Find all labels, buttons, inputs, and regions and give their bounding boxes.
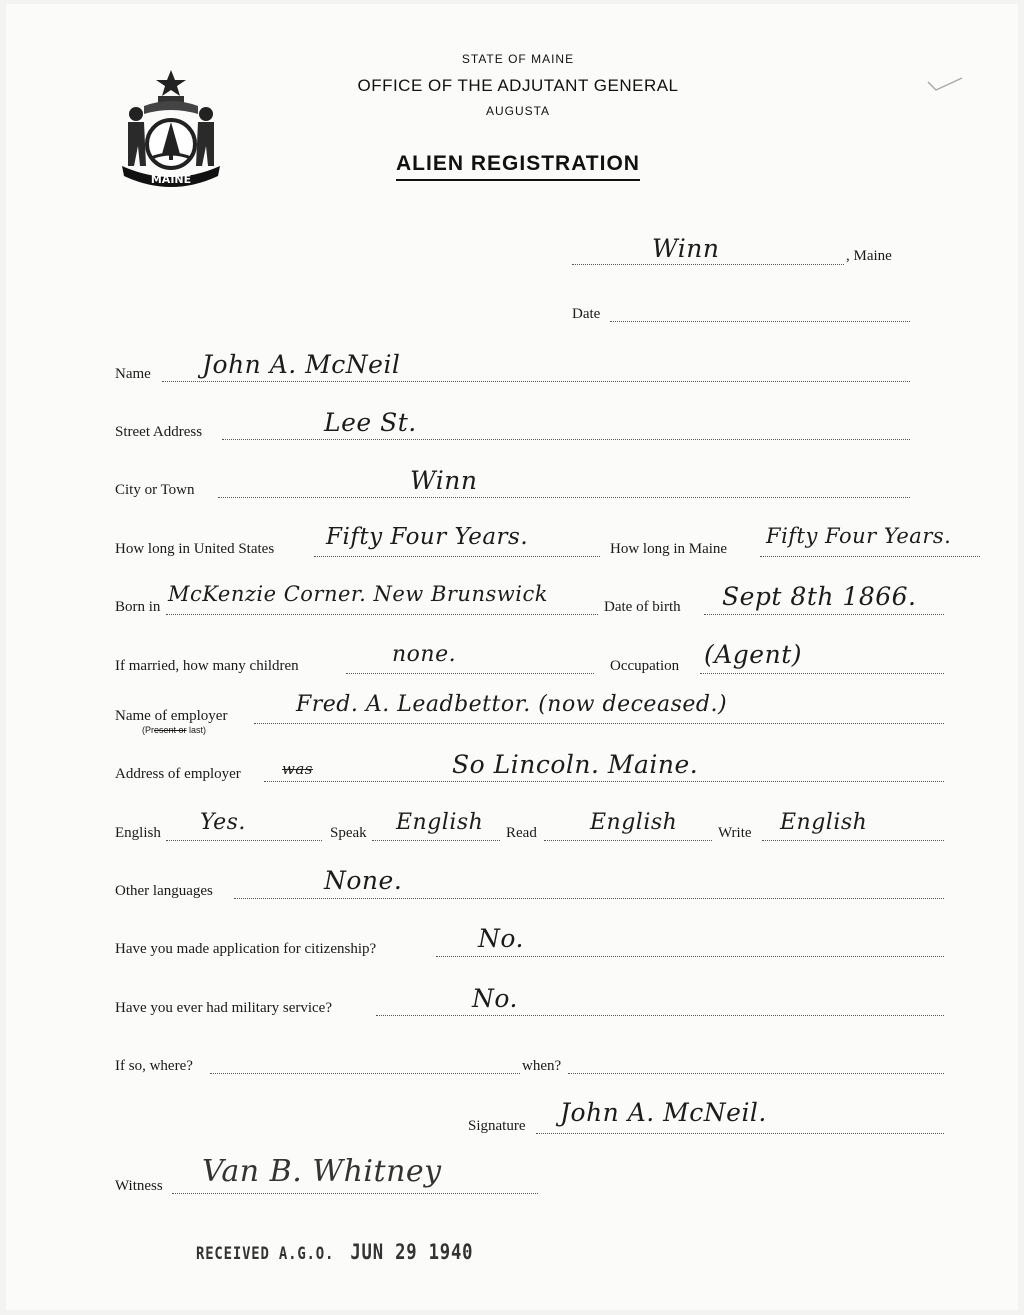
signature-label: Signature <box>468 1118 526 1134</box>
born-in-value: McKenzie Corner. New Brunswick <box>168 582 548 606</box>
children-line <box>346 673 594 674</box>
born-in-line <box>166 614 598 615</box>
registration-form <box>6 4 1018 1310</box>
office-heading: OFFICE OF THE ADJUTANT GENERAL <box>357 76 679 95</box>
other-languages-label: Other languages <box>115 883 213 899</box>
city-heading: AUGUSTA <box>485 104 551 118</box>
military-value: No. <box>472 984 518 1013</box>
birth-date-label: Date of birth <box>604 599 681 615</box>
state-seal-icon <box>114 66 228 196</box>
write-label: Write <box>718 825 752 841</box>
occupation-line <box>700 673 944 674</box>
city-line <box>218 497 910 498</box>
state-heading: STATE OF MAINE <box>461 52 575 66</box>
speak-line <box>372 840 500 841</box>
name-label: Name <box>115 366 151 382</box>
employer-value: Fred. A. Leadbettor. (now deceased.) <box>296 692 728 717</box>
employer-sublabel: (Present or last) <box>142 725 207 735</box>
witness-line <box>172 1193 538 1194</box>
street-label: Street Address <box>115 424 203 440</box>
how-long-maine-value: Fifty Four Years. <box>766 524 952 548</box>
english-value: Yes. <box>200 810 246 835</box>
town-line <box>572 264 844 265</box>
street-line <box>222 439 910 440</box>
form-title: ALIEN REGISTRATION <box>306 152 730 176</box>
date-line <box>610 321 910 322</box>
read-label: Read <box>506 825 537 841</box>
write-value: English <box>780 810 868 835</box>
how-long-maine-line <box>760 556 980 557</box>
city-value: Winn <box>410 466 478 495</box>
occupation-value: (Agent) <box>704 640 803 669</box>
seal-label: MAINE <box>150 173 192 186</box>
how-long-us-label: How long in United States <box>115 541 275 557</box>
children-value: none. <box>392 642 457 667</box>
when-line <box>568 1073 944 1074</box>
date-label: Date <box>572 306 601 322</box>
speak-label: Speak <box>330 825 367 841</box>
town-value: Winn <box>652 234 720 263</box>
employer-line <box>254 723 944 724</box>
signature-value: John A. McNeil. <box>560 1098 767 1127</box>
english-label: English <box>115 825 161 841</box>
other-languages-line <box>234 898 944 899</box>
received-stamp: RECEIVED A.G.O. JUN 29 1940 <box>196 1240 474 1264</box>
birth-date-line <box>704 614 944 615</box>
military-label: Have you ever had military service? <box>115 1000 332 1016</box>
born-in-label: Born in <box>115 599 161 615</box>
street-value: Lee St. <box>324 408 417 437</box>
english-line <box>166 840 322 841</box>
name-line <box>162 381 910 382</box>
birth-date-value: Sept 8th 1866. <box>722 582 917 611</box>
where-label: If so, where? <box>115 1058 193 1074</box>
how-long-us-line <box>314 556 600 557</box>
children-label: If married, how many children <box>115 658 299 674</box>
read-line <box>544 840 712 841</box>
signature-line <box>536 1133 944 1134</box>
speak-value: English <box>396 810 484 835</box>
how-long-us-value: Fifty Four Years. <box>326 524 529 550</box>
name-value: John A. McNeil <box>202 350 401 379</box>
employer-address-line <box>264 781 944 782</box>
write-line <box>762 840 944 841</box>
read-value: English <box>590 810 678 835</box>
how-long-maine-label: How long in Maine <box>610 541 728 557</box>
where-line <box>210 1073 520 1074</box>
employer-label: Name of employer <box>115 708 228 724</box>
citizenship-label: Have you made application for citizenship? <box>115 941 377 957</box>
witness-label: Witness <box>115 1178 163 1194</box>
citizenship-line <box>436 956 944 957</box>
other-languages-value: None. <box>324 866 403 895</box>
military-line <box>376 1015 944 1016</box>
city-label: City or Town <box>115 482 195 498</box>
employer-address-label: Address of employer <box>115 766 241 782</box>
employer-address-prefix: was <box>282 760 313 778</box>
occupation-label: Occupation <box>610 658 680 674</box>
citizenship-value: No. <box>478 924 524 953</box>
state-suffix: , Maine <box>846 248 892 264</box>
witness-value: Van B. Whitney <box>202 1154 442 1189</box>
check-mark-icon <box>926 74 966 94</box>
employer-address-value: So Lincoln. Maine. <box>452 750 699 779</box>
when-label: when? <box>522 1058 562 1074</box>
